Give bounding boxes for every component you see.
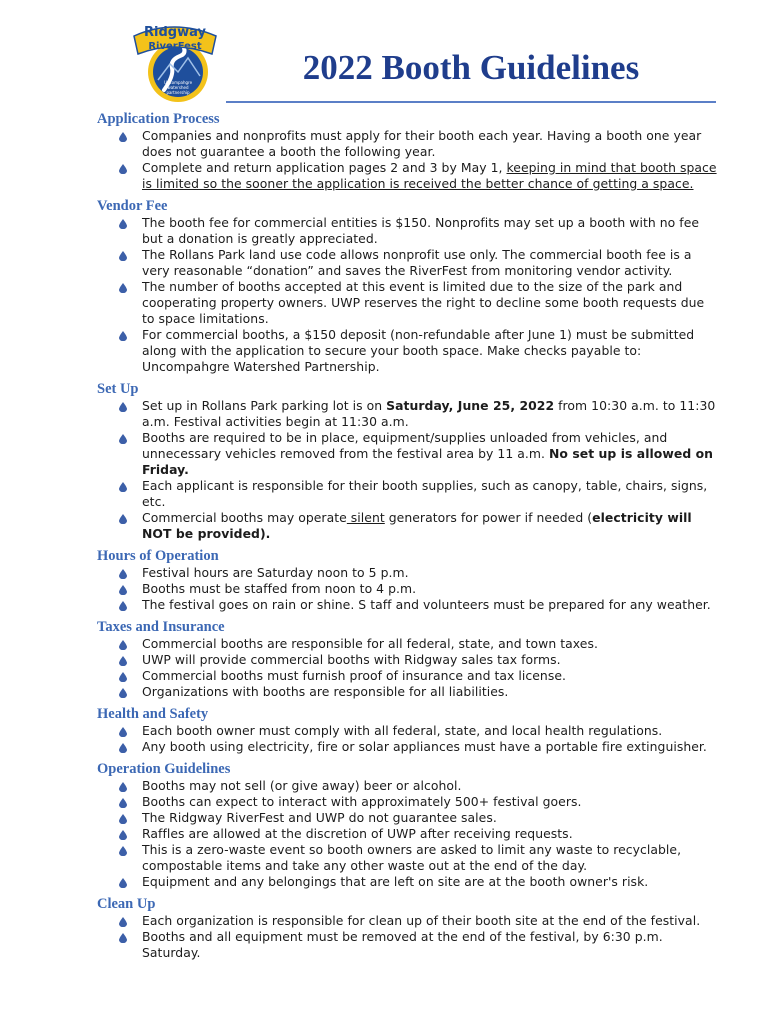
water-drop-icon <box>119 640 127 650</box>
water-drop-icon <box>119 569 127 579</box>
item-text: from 10:30 a.m. to 11:30 a.m. Festival activities begin at 11:30 a.m. <box>142 398 716 429</box>
item-text: Booths are required to be in place, equipment/supplies unloaded from vehicles, and unnecessary vehicles removed from the festival area by 11 a.m. <box>142 430 668 461</box>
logo-org-line2: watershed <box>167 85 189 90</box>
list-item <box>97 510 717 542</box>
list-item <box>97 652 717 668</box>
logo-org-line1: Uncompahgre <box>163 80 193 85</box>
item-text: The number of booths accepted at this event is limited due to the size of the park and cooperating property owners. UWP reserves the right to decline some booth requests due to space limitations. <box>142 279 705 326</box>
water-drop-icon <box>119 917 127 927</box>
water-drop-icon <box>119 814 127 824</box>
list-item <box>97 398 717 430</box>
bold-text: Saturday, June 25, 2022 <box>386 398 555 413</box>
bullet-list <box>97 636 717 700</box>
section-heading: Taxes and Insurance <box>97 619 225 635</box>
item-text: Each booth owner must comply with all federal, state, and local health regulations. <box>142 723 663 738</box>
item-text: This is a zero-waste event so booth owners are asked to limit any waste to recyclable, compostable items and take any other waste out at the end of the day. <box>142 842 682 873</box>
list-item <box>97 826 717 842</box>
water-drop-icon <box>119 672 127 682</box>
item-text: Booths and all equipment must be removed at the end of the festival, by 6:30 p.m. Saturday. <box>142 929 663 960</box>
item-text: Festival hours are Saturday noon to 5 p.m. <box>142 565 409 580</box>
water-drop-icon <box>119 482 127 492</box>
item-text: Booths may not sell (or give away) beer or alcohol. <box>142 778 462 793</box>
water-drop-icon <box>119 402 127 412</box>
section-heading: Set Up <box>97 381 139 397</box>
section <box>97 760 717 890</box>
bold-text: No set up is allowed on Friday. <box>142 446 714 477</box>
list-item <box>97 684 717 700</box>
list-item <box>97 247 717 279</box>
list-item <box>97 581 717 597</box>
item-text: The Ridgway RiverFest and UWP do not guarantee sales. <box>142 810 497 825</box>
bullet-list <box>97 778 717 890</box>
ridgway-riverfest-logo <box>128 14 220 104</box>
underlined-text: keeping in mind that booth space is limited so the sooner the application is received the better chance of getting a space. <box>142 160 717 191</box>
title-divider <box>226 101 716 103</box>
list-item <box>97 597 717 613</box>
bullet-list <box>97 723 717 755</box>
water-drop-icon <box>119 514 127 524</box>
water-drop-icon <box>119 933 127 943</box>
list-item <box>97 478 717 510</box>
list-item <box>97 929 717 961</box>
list-item <box>97 778 717 794</box>
list-item <box>97 913 717 929</box>
section <box>97 705 717 755</box>
water-drop-icon <box>119 601 127 611</box>
water-drop-icon <box>119 164 127 174</box>
list-item <box>97 874 717 890</box>
water-drop-icon <box>119 727 127 737</box>
section <box>97 618 717 700</box>
item-text: Commercial booths are responsible for all federal, state, and town taxes. <box>142 636 598 651</box>
list-item <box>97 215 717 247</box>
water-drop-icon <box>119 434 127 444</box>
list-item <box>97 723 717 739</box>
item-text: generators for power if needed ( <box>384 510 593 525</box>
underlined-text: silent <box>346 510 385 525</box>
water-drop-icon <box>119 283 127 293</box>
water-drop-icon <box>119 846 127 856</box>
section-heading: Application Process <box>97 111 220 127</box>
water-drop-icon <box>119 688 127 698</box>
item-text: Organizations with booths are responsible for all liabilities. <box>142 684 509 699</box>
item-text: Commercial booths may operate <box>142 510 347 525</box>
item-text: Commercial booths must furnish proof of insurance and tax license. <box>142 668 566 683</box>
item-text: Equipment and any belongings that are left on site are at the booth owner's risk. <box>142 874 649 889</box>
section <box>97 110 717 192</box>
water-drop-icon <box>119 830 127 840</box>
bold-text: electricity will NOT be provided). <box>142 510 692 541</box>
bullet-list <box>97 128 717 192</box>
list-item <box>97 160 717 192</box>
item-text: Complete and return application pages 2 and 3 by May 1, <box>142 160 507 175</box>
section-heading: Vendor Fee <box>97 198 168 214</box>
section <box>97 197 717 375</box>
water-drop-icon <box>119 585 127 595</box>
item-text: Booths must be staffed from noon to 4 p.m. <box>142 581 417 596</box>
guidelines-content <box>97 110 717 966</box>
list-item <box>97 636 717 652</box>
water-drop-icon <box>119 878 127 888</box>
bullet-list <box>97 398 717 542</box>
list-item <box>97 565 717 581</box>
list-item <box>97 668 717 684</box>
water-drop-icon <box>119 251 127 261</box>
section-heading: Operation Guidelines <box>97 761 231 777</box>
logo-top-text: Ridgway <box>144 25 206 40</box>
water-drop-icon <box>119 656 127 666</box>
list-item <box>97 128 717 160</box>
item-text: Any booth using electricity, fire or solar appliances must have a portable fire extinguisher. <box>142 739 707 754</box>
water-drop-icon <box>119 132 127 142</box>
bullet-list <box>97 215 717 375</box>
water-drop-icon <box>119 782 127 792</box>
list-item <box>97 327 717 375</box>
logo-bottom-text: RiverFest <box>148 41 202 52</box>
section-heading: Hours of Operation <box>97 548 219 564</box>
list-item <box>97 279 717 327</box>
section <box>97 895 717 961</box>
water-drop-icon <box>119 798 127 808</box>
water-drop-icon <box>119 219 127 229</box>
list-item <box>97 794 717 810</box>
item-text: Raffles are allowed at the discretion of UWP after receiving requests. <box>142 826 573 841</box>
item-text: The booth fee for commercial entities is $150. Nonprofits may set up a booth with no fee but a donation is greatly appreciated. <box>142 215 700 246</box>
section <box>97 547 717 613</box>
item-text: Booths can expect to interact with approximately 500+ festival goers. <box>142 794 582 809</box>
list-item <box>97 739 717 755</box>
page-title: 2022 Booth Guidelines <box>302 48 640 87</box>
list-item <box>97 430 717 478</box>
item-text: Each organization is responsible for clean up of their booth site at the end of the festival. <box>142 913 701 928</box>
water-drop-icon <box>119 743 127 753</box>
section-heading: Health and Safety <box>97 706 209 722</box>
bullet-list <box>97 565 717 613</box>
section <box>97 380 717 542</box>
bullet-list <box>97 913 717 961</box>
item-text: Each applicant is responsible for their booth supplies, such as canopy, table, chairs, signs, etc. <box>142 478 708 509</box>
item-text: Companies and nonprofits must apply for their booth each year. Having a booth one year does not guarantee a booth the following year. <box>142 128 702 159</box>
list-item <box>97 810 717 826</box>
item-text: The Rollans Park land use code allows nonprofit use only. The commercial booth fee is a very reasonable “donation” and saves the RiverFest from monitoring vendor activity. <box>142 247 692 278</box>
water-drop-icon <box>119 331 127 341</box>
item-text: UWP will provide commercial booths with Ridgway sales tax forms. <box>142 652 561 667</box>
logo-org-line3: partnership <box>166 90 190 95</box>
item-text: For commercial booths, a $150 deposit (non-refundable after June 1) must be submitted along with the application to secure your booth space. Make checks payable to: Uncompahgre Watershed Partnership. <box>142 327 695 374</box>
item-text: The festival goes on rain or shine. S taff and volunteers must be prepared for any weather. <box>142 597 711 612</box>
item-text: Set up in Rollans Park parking lot is on <box>142 398 387 413</box>
list-item <box>97 842 717 874</box>
section-heading: Clean Up <box>97 896 156 912</box>
